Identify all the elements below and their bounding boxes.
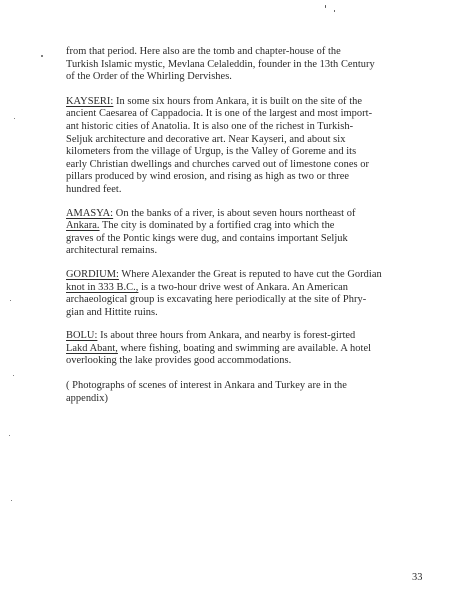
underlined-text: knot in 333 B.C., <box>66 281 139 293</box>
text-line <box>66 208 446 221</box>
scan-speck <box>334 10 335 12</box>
text-run: In some six hours from Ankara, it is built on the site of the <box>113 95 363 107</box>
paragraph-gordium <box>66 269 446 319</box>
text-line: kilometers from the village of Urgup, is the Valley of Goreme and its <box>66 146 357 158</box>
text-line: early Christian dwellings and churches carved out of limestone cones or <box>66 158 370 170</box>
text-run: where fishing, boating and swimming are available. A hotel <box>117 342 372 354</box>
text-run: Is about three hours from Ankara, and nearby is forest-girted <box>97 330 356 342</box>
text-run: is a two-hour drive west of Ankara. An American <box>138 281 349 293</box>
section-heading-kayseri: KAYSERI: <box>66 95 114 107</box>
text-line: Turkish Islamic mystic, Mevlana Celaleddin, founder in the 13th Century <box>66 58 375 70</box>
section-heading-bolu: BOLU: <box>66 330 98 342</box>
scan-speck <box>41 55 43 57</box>
text-line <box>66 330 446 343</box>
paragraph-konya-continued <box>66 46 446 84</box>
text-line <box>66 220 446 233</box>
text-line: Seljuk architecture and decorative art. Near Kayseri, and about six <box>66 133 346 145</box>
scan-speck <box>11 500 12 501</box>
text-line: of the Order of the Whirling Dervishes. <box>66 71 232 83</box>
underlined-text: Ankara. <box>66 220 100 232</box>
text-line <box>66 282 446 295</box>
text-line: gian and Hittite ruins. <box>66 306 158 318</box>
page-number: 33 <box>412 572 423 583</box>
scan-speck <box>9 435 10 436</box>
text-line <box>66 96 446 109</box>
underlined-text: Lakd Abant, <box>66 342 118 354</box>
text-line: graves of the Pontic kings were dug, and contains important Seljuk <box>66 232 348 244</box>
text-line: ( Photographs of scenes of interest in Ankara and Turkey are in the <box>66 380 347 392</box>
scan-speck <box>14 118 15 119</box>
text-line: ant historic cities of Anatolia. It is also one of the richest in Turkish- <box>66 120 354 132</box>
text-run: Where Alexander the Great is reputed to have cut the Gordian <box>118 268 382 280</box>
page-body <box>66 46 446 405</box>
scan-speck <box>10 300 11 301</box>
text-line: appendix) <box>66 392 108 404</box>
scan-speck <box>325 5 326 8</box>
text-line: from that period. Here also are the tomb and chapter-house of the <box>66 46 341 57</box>
text-run: On the banks of a river, is about seven hours northeast of <box>113 207 356 219</box>
paragraph-bolu <box>66 330 446 368</box>
text-line: hundred feet. <box>66 183 122 195</box>
text-line <box>66 269 446 282</box>
paragraph-photographs-note <box>66 380 446 405</box>
scan-speck <box>13 375 14 376</box>
text-line: ancient Caesarea of Cappadocia. It is one of the largest and most import- <box>66 108 373 120</box>
section-heading-amasya: AMASYA: <box>66 207 114 219</box>
text-line: archaeological group is excavating here periodically at the site of Phry- <box>66 294 367 306</box>
text-line: architectural remains. <box>66 245 158 257</box>
paragraph-kayseri <box>66 96 446 197</box>
text-line: overlooking the lake provides good accommodations. <box>66 355 292 367</box>
text-line <box>66 343 446 356</box>
text-line: pillars produced by wind erosion, and rising as high as two or three <box>66 171 350 183</box>
paragraph-amasya <box>66 208 446 258</box>
section-heading-gordium: GORDIUM: <box>66 268 119 280</box>
text-run: The city is dominated by a fortified crag into which the <box>99 220 335 232</box>
